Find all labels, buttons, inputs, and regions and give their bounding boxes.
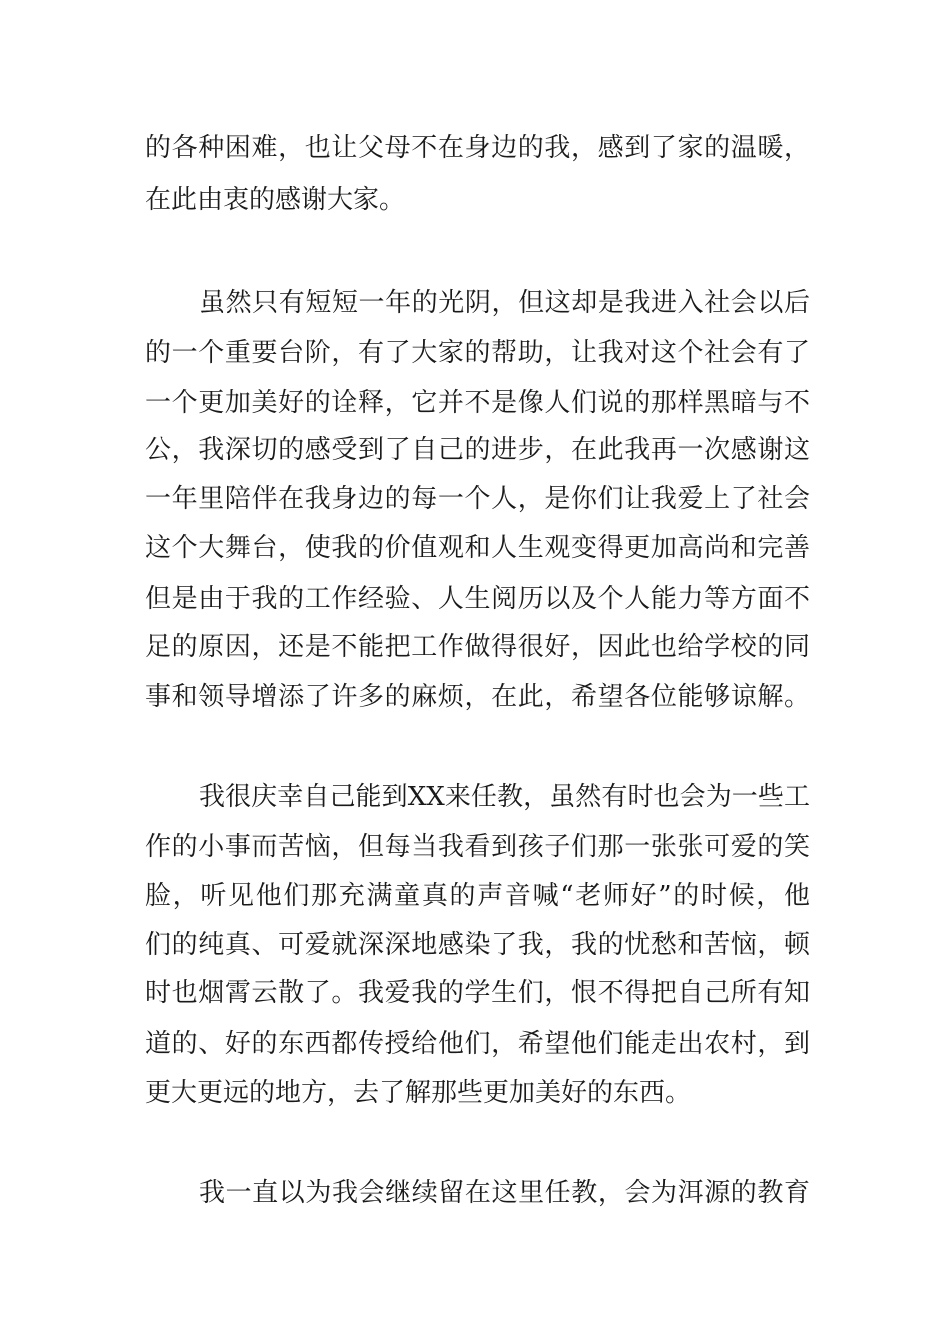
text-line: 们的纯真、可爱就深深地感染了我，我的忧愁和苦恼，顿 <box>145 930 810 960</box>
text-line: 一年里陪伴在我身边的每一个人，是你们让我爱上了社会 <box>145 484 810 514</box>
paragraph-first-line: 我一直以为我会继续留在这里任教，会为洱源的教育 <box>199 1178 810 1208</box>
text-line: 足的原因，还是不能把工作做得很好，因此也给学校的同 <box>145 632 810 662</box>
text-line: 但是由于我的工作经验、人生阅历以及个人能力等方面不 <box>145 584 810 614</box>
text-line: 的一个重要台阶，有了大家的帮助，让我对这个社会有了 <box>145 338 810 368</box>
text-line: 脸，听见他们那充满童真的声音喊“老师好”的时候，他 <box>145 881 810 911</box>
text-line: 在此由衷的感谢大家。 <box>145 185 406 215</box>
text-line: 作的小事而苦恼，但每当我看到孩子们那一张张可爱的笑 <box>145 832 810 862</box>
text-line: 的各种困难，也让父母不在身边的我，感到了家的温暖， <box>145 133 810 163</box>
text-line: 时也烟霄云散了。我爱我的学生们，恨不得把自己所有知 <box>145 978 810 1008</box>
text-line: 这个大舞台，使我的价值观和人生观变得更加高尚和完善 <box>145 533 810 563</box>
paragraph-first-line: 我很庆幸自己能到XX来任教，虽然有时也会为一些工 <box>199 782 810 812</box>
paragraph-first-line: 虽然只有短短一年的光阴，但这却是我进入社会以后 <box>199 288 810 318</box>
text-line: 道的、好的东西都传授给他们，希望他们能走出农村，到 <box>145 1029 810 1059</box>
text-line: 更大更远的地方，去了解那些更加美好的东西。 <box>145 1078 692 1108</box>
text-line: 公，我深切的感受到了自己的进步，在此我再一次感谢这 <box>145 435 810 465</box>
text-line: 事和领导增添了许多的麻烦，在此，希望各位能够谅解。 <box>145 682 810 712</box>
text-line: 一个更加美好的诠释，它并不是像人们说的那样黑暗与不 <box>145 388 810 418</box>
